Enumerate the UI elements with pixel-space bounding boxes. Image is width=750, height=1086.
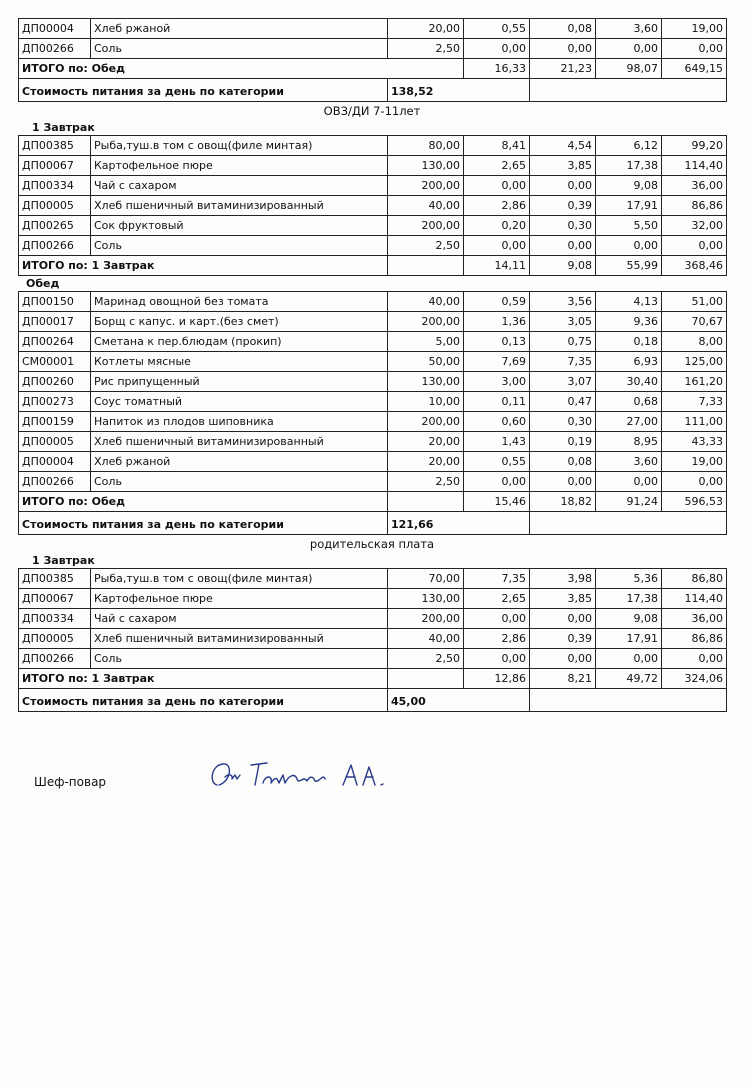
total-protein: 14,11 bbox=[464, 256, 530, 276]
item-fat: 0,00 bbox=[530, 609, 596, 629]
item-fat: 0,19 bbox=[530, 432, 596, 452]
item-carbs: 0,18 bbox=[596, 332, 662, 352]
total-kcal: 596,53 bbox=[662, 492, 727, 512]
cost-empty bbox=[530, 512, 727, 535]
table-row bbox=[19, 452, 727, 472]
table-row bbox=[19, 136, 727, 156]
item-protein: 3,00 bbox=[464, 372, 530, 392]
total-kcal: 324,06 bbox=[662, 669, 727, 689]
item-name: Соль bbox=[91, 39, 388, 59]
total-kcal: 649,15 bbox=[662, 59, 727, 79]
item-code: ДП00017 bbox=[19, 312, 91, 332]
total-kcal: 368,46 bbox=[662, 256, 727, 276]
table-parent-breakfast bbox=[18, 568, 727, 712]
item-protein: 0,13 bbox=[464, 332, 530, 352]
item-kcal: 70,67 bbox=[662, 312, 727, 332]
total-row bbox=[19, 256, 727, 276]
item-kcal: 7,33 bbox=[662, 392, 727, 412]
total-row bbox=[19, 59, 727, 79]
item-kcal: 111,00 bbox=[662, 412, 727, 432]
menu-document bbox=[18, 18, 726, 712]
item-carbs: 17,91 bbox=[596, 629, 662, 649]
chef-signature bbox=[205, 755, 415, 800]
item-protein: 0,00 bbox=[464, 609, 530, 629]
item-name: Рыба,туш.в том с овощ(филе минтая) bbox=[91, 136, 388, 156]
item-protein: 0,55 bbox=[464, 452, 530, 472]
item-kcal: 114,40 bbox=[662, 589, 727, 609]
item-weight: 40,00 bbox=[388, 292, 464, 312]
item-name: Соль bbox=[91, 236, 388, 256]
table-row bbox=[19, 332, 727, 352]
item-weight: 200,00 bbox=[388, 412, 464, 432]
item-kcal: 86,86 bbox=[662, 196, 727, 216]
item-weight: 130,00 bbox=[388, 372, 464, 392]
item-code: ДП00265 bbox=[19, 216, 91, 236]
item-code: ДП00334 bbox=[19, 609, 91, 629]
table-row bbox=[19, 156, 727, 176]
item-kcal: 36,00 bbox=[662, 609, 727, 629]
item-carbs: 4,13 bbox=[596, 292, 662, 312]
item-kcal: 36,00 bbox=[662, 176, 727, 196]
item-code: ДП00004 bbox=[19, 452, 91, 472]
item-weight: 20,00 bbox=[388, 432, 464, 452]
item-protein: 0,00 bbox=[464, 176, 530, 196]
item-fat: 3,07 bbox=[530, 372, 596, 392]
item-weight: 20,00 bbox=[388, 19, 464, 39]
item-code: ДП00266 bbox=[19, 472, 91, 492]
item-weight: 2,50 bbox=[388, 236, 464, 256]
item-carbs: 0,00 bbox=[596, 649, 662, 669]
item-protein: 2,65 bbox=[464, 156, 530, 176]
item-protein: 0,20 bbox=[464, 216, 530, 236]
total-weight-empty bbox=[388, 492, 464, 512]
item-protein: 2,65 bbox=[464, 589, 530, 609]
item-code: ДП00385 bbox=[19, 569, 91, 589]
item-fat: 3,98 bbox=[530, 569, 596, 589]
item-code: ДП00273 bbox=[19, 392, 91, 412]
table-row bbox=[19, 176, 727, 196]
item-code: ДП00005 bbox=[19, 432, 91, 452]
item-carbs: 17,38 bbox=[596, 589, 662, 609]
item-fat: 4,54 bbox=[530, 136, 596, 156]
item-name: Рис припущенный bbox=[91, 372, 388, 392]
table-row bbox=[19, 629, 727, 649]
total-label: ИТОГО по: 1 Завтрак bbox=[19, 669, 388, 689]
table-prev-lunch-tail bbox=[18, 18, 727, 102]
cost-empty bbox=[530, 689, 727, 712]
item-protein: 0,00 bbox=[464, 236, 530, 256]
item-protein: 0,00 bbox=[464, 39, 530, 59]
table-row bbox=[19, 649, 727, 669]
item-protein: 8,41 bbox=[464, 136, 530, 156]
item-weight: 200,00 bbox=[388, 312, 464, 332]
item-protein: 7,69 bbox=[464, 352, 530, 372]
item-name: Маринад овощной без томата bbox=[91, 292, 388, 312]
table-row bbox=[19, 196, 727, 216]
item-protein: 0,55 bbox=[464, 19, 530, 39]
item-kcal: 32,00 bbox=[662, 216, 727, 236]
item-protein: 7,35 bbox=[464, 569, 530, 589]
table-row bbox=[19, 236, 727, 256]
item-weight: 40,00 bbox=[388, 196, 464, 216]
item-fat: 3,56 bbox=[530, 292, 596, 312]
item-carbs: 9,08 bbox=[596, 609, 662, 629]
item-kcal: 0,00 bbox=[662, 649, 727, 669]
item-fat: 0,47 bbox=[530, 392, 596, 412]
item-carbs: 0,00 bbox=[596, 236, 662, 256]
item-carbs: 27,00 bbox=[596, 412, 662, 432]
item-kcal: 51,00 bbox=[662, 292, 727, 312]
total-carbs: 49,72 bbox=[596, 669, 662, 689]
item-code: ДП00260 bbox=[19, 372, 91, 392]
item-name: Хлеб ржаной bbox=[91, 19, 388, 39]
table-row bbox=[19, 216, 727, 236]
item-code: ДП00067 bbox=[19, 589, 91, 609]
item-carbs: 9,08 bbox=[596, 176, 662, 196]
item-code: ДП00005 bbox=[19, 196, 91, 216]
item-fat: 3,05 bbox=[530, 312, 596, 332]
item-fat: 0,39 bbox=[530, 196, 596, 216]
item-code: ДП00266 bbox=[19, 39, 91, 59]
item-protein: 0,11 bbox=[464, 392, 530, 412]
item-fat: 7,35 bbox=[530, 352, 596, 372]
table-row bbox=[19, 292, 727, 312]
cost-value: 45,00 bbox=[388, 689, 530, 712]
total-fat: 21,23 bbox=[530, 59, 596, 79]
category-title-ovz: ОВЗ/ДИ 7-11лет bbox=[323, 104, 421, 118]
total-label: ИТОГО по: 1 Завтрак bbox=[19, 256, 388, 276]
cost-label: Стоимость питания за день по категории bbox=[19, 512, 388, 535]
item-fat: 0,00 bbox=[530, 39, 596, 59]
total-weight-empty bbox=[388, 669, 464, 689]
item-fat: 0,75 bbox=[530, 332, 596, 352]
item-protein: 1,36 bbox=[464, 312, 530, 332]
table-row bbox=[19, 432, 727, 452]
total-label: ИТОГО по: Обед bbox=[19, 492, 388, 512]
total-fat: 18,82 bbox=[530, 492, 596, 512]
table-row bbox=[19, 569, 727, 589]
item-fat: 0,00 bbox=[530, 236, 596, 256]
table-ovz-lunch bbox=[18, 291, 727, 535]
item-name: Напиток из плодов шиповника bbox=[91, 412, 388, 432]
item-name: Хлеб пшеничный витаминизированный bbox=[91, 629, 388, 649]
total-carbs: 98,07 bbox=[596, 59, 662, 79]
item-code: СМ00001 bbox=[19, 352, 91, 372]
item-kcal: 161,20 bbox=[662, 372, 727, 392]
item-weight: 2,50 bbox=[388, 472, 464, 492]
item-carbs: 8,95 bbox=[596, 432, 662, 452]
item-kcal: 0,00 bbox=[662, 472, 727, 492]
item-code: ДП00266 bbox=[19, 649, 91, 669]
item-name: Рыба,туш.в том с овощ(филе минтая) bbox=[91, 569, 388, 589]
item-weight: 70,00 bbox=[388, 569, 464, 589]
total-weight-empty bbox=[388, 256, 464, 276]
total-row bbox=[19, 492, 727, 512]
item-kcal: 114,40 bbox=[662, 156, 727, 176]
item-carbs: 17,91 bbox=[596, 196, 662, 216]
table-row bbox=[19, 19, 727, 39]
item-weight: 20,00 bbox=[388, 452, 464, 472]
item-name: Хлеб ржаной bbox=[91, 452, 388, 472]
item-carbs: 5,36 bbox=[596, 569, 662, 589]
meal-title-lunch: Обед bbox=[26, 277, 60, 290]
item-protein: 0,00 bbox=[464, 472, 530, 492]
item-carbs: 6,12 bbox=[596, 136, 662, 156]
item-fat: 0,08 bbox=[530, 452, 596, 472]
item-code: ДП00005 bbox=[19, 629, 91, 649]
item-kcal: 99,20 bbox=[662, 136, 727, 156]
table-row bbox=[19, 352, 727, 372]
cost-label: Стоимость питания за день по категории bbox=[19, 79, 388, 102]
total-carbs: 55,99 bbox=[596, 256, 662, 276]
total-protein: 15,46 bbox=[464, 492, 530, 512]
item-weight: 5,00 bbox=[388, 332, 464, 352]
item-name: Чай с сахаром bbox=[91, 609, 388, 629]
item-code: ДП00264 bbox=[19, 332, 91, 352]
item-code: ДП00385 bbox=[19, 136, 91, 156]
item-fat: 0,08 bbox=[530, 19, 596, 39]
item-weight: 200,00 bbox=[388, 609, 464, 629]
item-kcal: 125,00 bbox=[662, 352, 727, 372]
cost-value: 138,52 bbox=[388, 79, 530, 102]
cost-label: Стоимость питания за день по категории bbox=[19, 689, 388, 712]
item-code: ДП00067 bbox=[19, 156, 91, 176]
total-carbs: 91,24 bbox=[596, 492, 662, 512]
item-weight: 200,00 bbox=[388, 216, 464, 236]
table-row bbox=[19, 372, 727, 392]
total-fat: 8,21 bbox=[530, 669, 596, 689]
item-fat: 0,30 bbox=[530, 412, 596, 432]
item-carbs: 3,60 bbox=[596, 19, 662, 39]
cost-row bbox=[19, 689, 727, 712]
item-name: Соус томатный bbox=[91, 392, 388, 412]
item-protein: 1,43 bbox=[464, 432, 530, 452]
item-code: ДП00150 bbox=[19, 292, 91, 312]
item-carbs: 17,38 bbox=[596, 156, 662, 176]
item-carbs: 30,40 bbox=[596, 372, 662, 392]
cost-value: 121,66 bbox=[388, 512, 530, 535]
item-name: Чай с сахаром bbox=[91, 176, 388, 196]
item-fat: 0,00 bbox=[530, 176, 596, 196]
item-protein: 2,86 bbox=[464, 629, 530, 649]
item-weight: 2,50 bbox=[388, 649, 464, 669]
item-name: Картофельное пюре bbox=[91, 156, 388, 176]
item-protein: 0,00 bbox=[464, 649, 530, 669]
item-carbs: 0,00 bbox=[596, 39, 662, 59]
item-kcal: 86,86 bbox=[662, 629, 727, 649]
meal-title-breakfast: 1 Завтрак bbox=[32, 554, 95, 567]
item-weight: 2,50 bbox=[388, 39, 464, 59]
item-code: ДП00004 bbox=[19, 19, 91, 39]
item-protein: 0,60 bbox=[464, 412, 530, 432]
meal-title-breakfast: 1 Завтрак bbox=[32, 121, 95, 134]
item-name: Борщ с капус. и карт.(без смет) bbox=[91, 312, 388, 332]
item-code: ДП00159 bbox=[19, 412, 91, 432]
item-name: Соль bbox=[91, 649, 388, 669]
item-weight: 200,00 bbox=[388, 176, 464, 196]
item-weight: 50,00 bbox=[388, 352, 464, 372]
item-name: Сок фруктовый bbox=[91, 216, 388, 236]
item-name: Сметана к пер.блюдам (прокип) bbox=[91, 332, 388, 352]
table-row bbox=[19, 312, 727, 332]
item-kcal: 0,00 bbox=[662, 39, 727, 59]
category-title-parent: родительская плата bbox=[309, 537, 435, 551]
item-carbs: 3,60 bbox=[596, 452, 662, 472]
item-carbs: 6,93 bbox=[596, 352, 662, 372]
item-carbs: 0,00 bbox=[596, 472, 662, 492]
item-fat: 0,39 bbox=[530, 629, 596, 649]
table-row bbox=[19, 609, 727, 629]
item-carbs: 5,50 bbox=[596, 216, 662, 236]
table-row bbox=[19, 472, 727, 492]
item-fat: 0,30 bbox=[530, 216, 596, 236]
item-kcal: 19,00 bbox=[662, 19, 727, 39]
cost-row bbox=[19, 79, 727, 102]
cost-empty bbox=[530, 79, 727, 102]
item-kcal: 0,00 bbox=[662, 236, 727, 256]
item-weight: 40,00 bbox=[388, 629, 464, 649]
item-kcal: 86,80 bbox=[662, 569, 727, 589]
item-protein: 0,59 bbox=[464, 292, 530, 312]
item-name: Котлеты мясные bbox=[91, 352, 388, 372]
item-kcal: 19,00 bbox=[662, 452, 727, 472]
item-name: Хлеб пшеничный витаминизированный bbox=[91, 432, 388, 452]
item-fat: 0,00 bbox=[530, 649, 596, 669]
table-row bbox=[19, 392, 727, 412]
item-weight: 130,00 bbox=[388, 156, 464, 176]
item-kcal: 8,00 bbox=[662, 332, 727, 352]
table-ovz-breakfast bbox=[18, 135, 727, 276]
item-fat: 3,85 bbox=[530, 156, 596, 176]
chef-label: Шеф-повар bbox=[34, 775, 107, 789]
item-protein: 2,86 bbox=[464, 196, 530, 216]
item-weight: 130,00 bbox=[388, 589, 464, 609]
item-code: ДП00266 bbox=[19, 236, 91, 256]
item-kcal: 43,33 bbox=[662, 432, 727, 452]
item-carbs: 0,68 bbox=[596, 392, 662, 412]
total-protein: 12,86 bbox=[464, 669, 530, 689]
total-row bbox=[19, 669, 727, 689]
item-weight: 10,00 bbox=[388, 392, 464, 412]
item-name: Картофельное пюре bbox=[91, 589, 388, 609]
item-weight: 80,00 bbox=[388, 136, 464, 156]
table-row bbox=[19, 39, 727, 59]
total-label: ИТОГО по: Обед bbox=[19, 59, 464, 79]
item-fat: 3,85 bbox=[530, 589, 596, 609]
total-protein: 16,33 bbox=[464, 59, 530, 79]
item-code: ДП00334 bbox=[19, 176, 91, 196]
table-row bbox=[19, 412, 727, 432]
item-name: Хлеб пшеничный витаминизированный bbox=[91, 196, 388, 216]
total-fat: 9,08 bbox=[530, 256, 596, 276]
table-row bbox=[19, 589, 727, 609]
item-name: Соль bbox=[91, 472, 388, 492]
item-carbs: 9,36 bbox=[596, 312, 662, 332]
item-fat: 0,00 bbox=[530, 472, 596, 492]
cost-row bbox=[19, 512, 727, 535]
